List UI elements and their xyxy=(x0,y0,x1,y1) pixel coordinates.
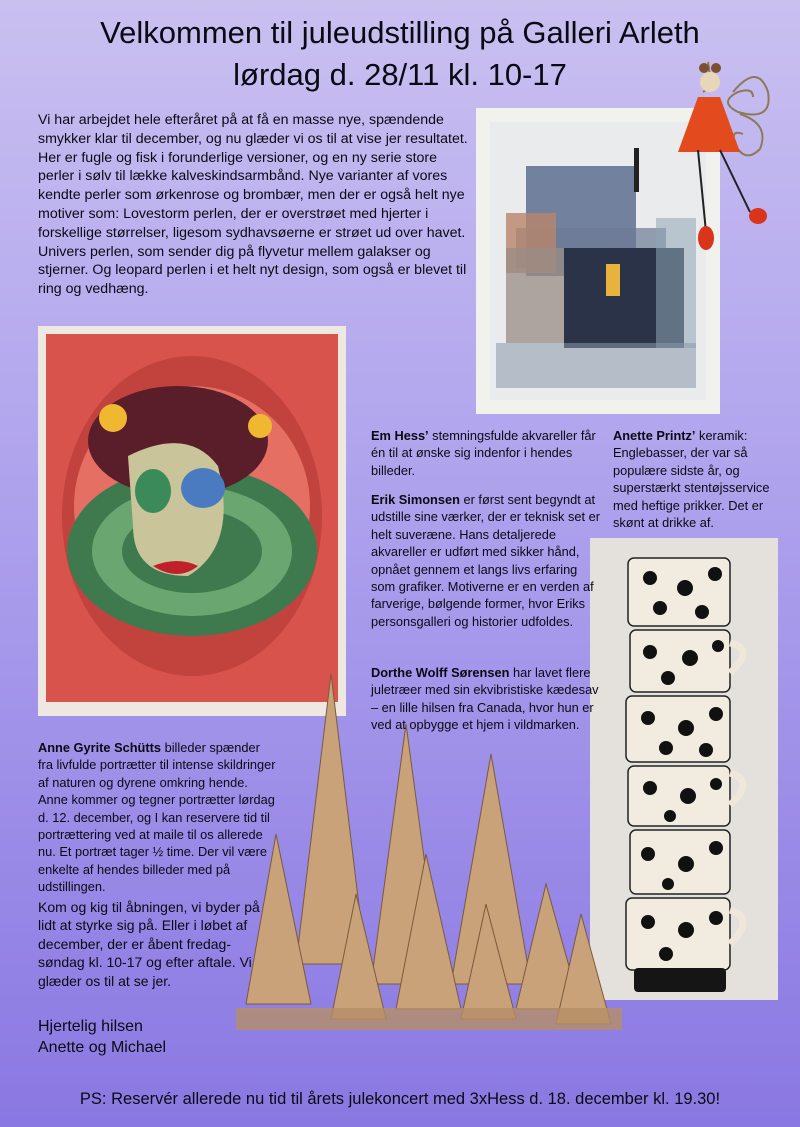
artist-description: har lavet flere juletræer med sin ekvibristiske kædesav – en lille hilsen fra Canada, hvor hun er ved at opbygge et hjem i vildmarken. xyxy=(371,665,599,733)
signature-names: Anette og Michael xyxy=(38,1039,167,1056)
artist-em-hess xyxy=(371,427,601,479)
artist-description: er først sent begyndt at udstille sine værker, der er teknisk set er helt suveræne. Hans detaljerede akvareller er udført med sikker hånd, opnået gennem et langs livs erfaring som grafiker. Motiverne er en verden af farverige, bølgende former, hvor Eriks personsgalleri og historier udfoldes. xyxy=(371,492,601,629)
artist-name: Em Hess’ xyxy=(371,428,429,443)
postscript: PS: Reservér allerede nu tid til årets julekoncert med 3xHess d. 18. december kl. 19.30! xyxy=(79,1090,721,1108)
regards-line: Hjertelig hilsen xyxy=(38,1018,143,1035)
artist-name: Anette Printz’ xyxy=(613,428,696,443)
ceramic-fairy-figure xyxy=(658,52,778,262)
artist-dorthe-wolff-sorensen xyxy=(371,664,601,734)
artist-description: billeder spænder fra livfulde portrætter til intense skildringer af naturen og dyrene omkring hende. Anne kommer og tegner portrætter lørdag d. 12. december, og I kan reservere tid til portrættering ved at maile til os allerede nu. Et portræt tager ½ time. Der vil være enkelte af hendes billeder med på udstillingen. xyxy=(38,740,276,895)
artist-name: Anne Gyrite Schütts xyxy=(38,740,162,755)
artist-anette-printz xyxy=(613,427,793,531)
artist-anne-gyrite-schutts xyxy=(38,739,276,896)
page-title: Velkommen til juleudstilling på Galleri Arleth xyxy=(100,15,700,50)
artist-description: keramik: Englebasser, der var så populære sidste år, og superstærkt stentøjsservice med heftige prikker. Det er skønt at drikke af. xyxy=(613,428,770,531)
artist-description: stemningsfulde akvareller får én til at ønske sig indenfor i hendes billeder. xyxy=(371,428,596,478)
event-date: lørdag d. 28/11 kl. 10-17 xyxy=(233,57,567,92)
artist-name: Erik Simonsen xyxy=(371,492,460,507)
visit-paragraph: Kom og kig til åbningen, vi byder på lidt at styrke sig på. Eller i løbet af december, der er åbent fredag-søndag kl. 10-17 og efter aftale. Vi glæder os til at se jer. xyxy=(38,899,260,989)
intro-paragraph: Vi har arbejdet hele efteråret på at få en masse nye, spændende smykker klar til december, og nu glæder vi os til at vise jer resultatet. Her er fugle og fisk i forunderlige versioner, og en ny serie store perler i sølv til lække kalveskindsarmbånd. Nye varianter af vores kendte perler som ørkenrose og brombær, men der er også helt nye motiver som: Lovestorm perlen, der er overstrøet med hjerter i forskellige størrelser, ligesom sydhavsøerne er strøet ud over havet. Univers perlen, som sender dig på flyvetur mellem galakser og stjerner. Og leopard perlen i et helt nyt design, som også er blevet til ring og vedhæng. xyxy=(38,112,468,298)
artist-name: Dorthe Wolff Sørensen xyxy=(371,665,510,680)
portrait-painting xyxy=(38,326,346,716)
signature-block xyxy=(38,1016,258,1058)
artist-erik-simonsen xyxy=(371,491,601,630)
